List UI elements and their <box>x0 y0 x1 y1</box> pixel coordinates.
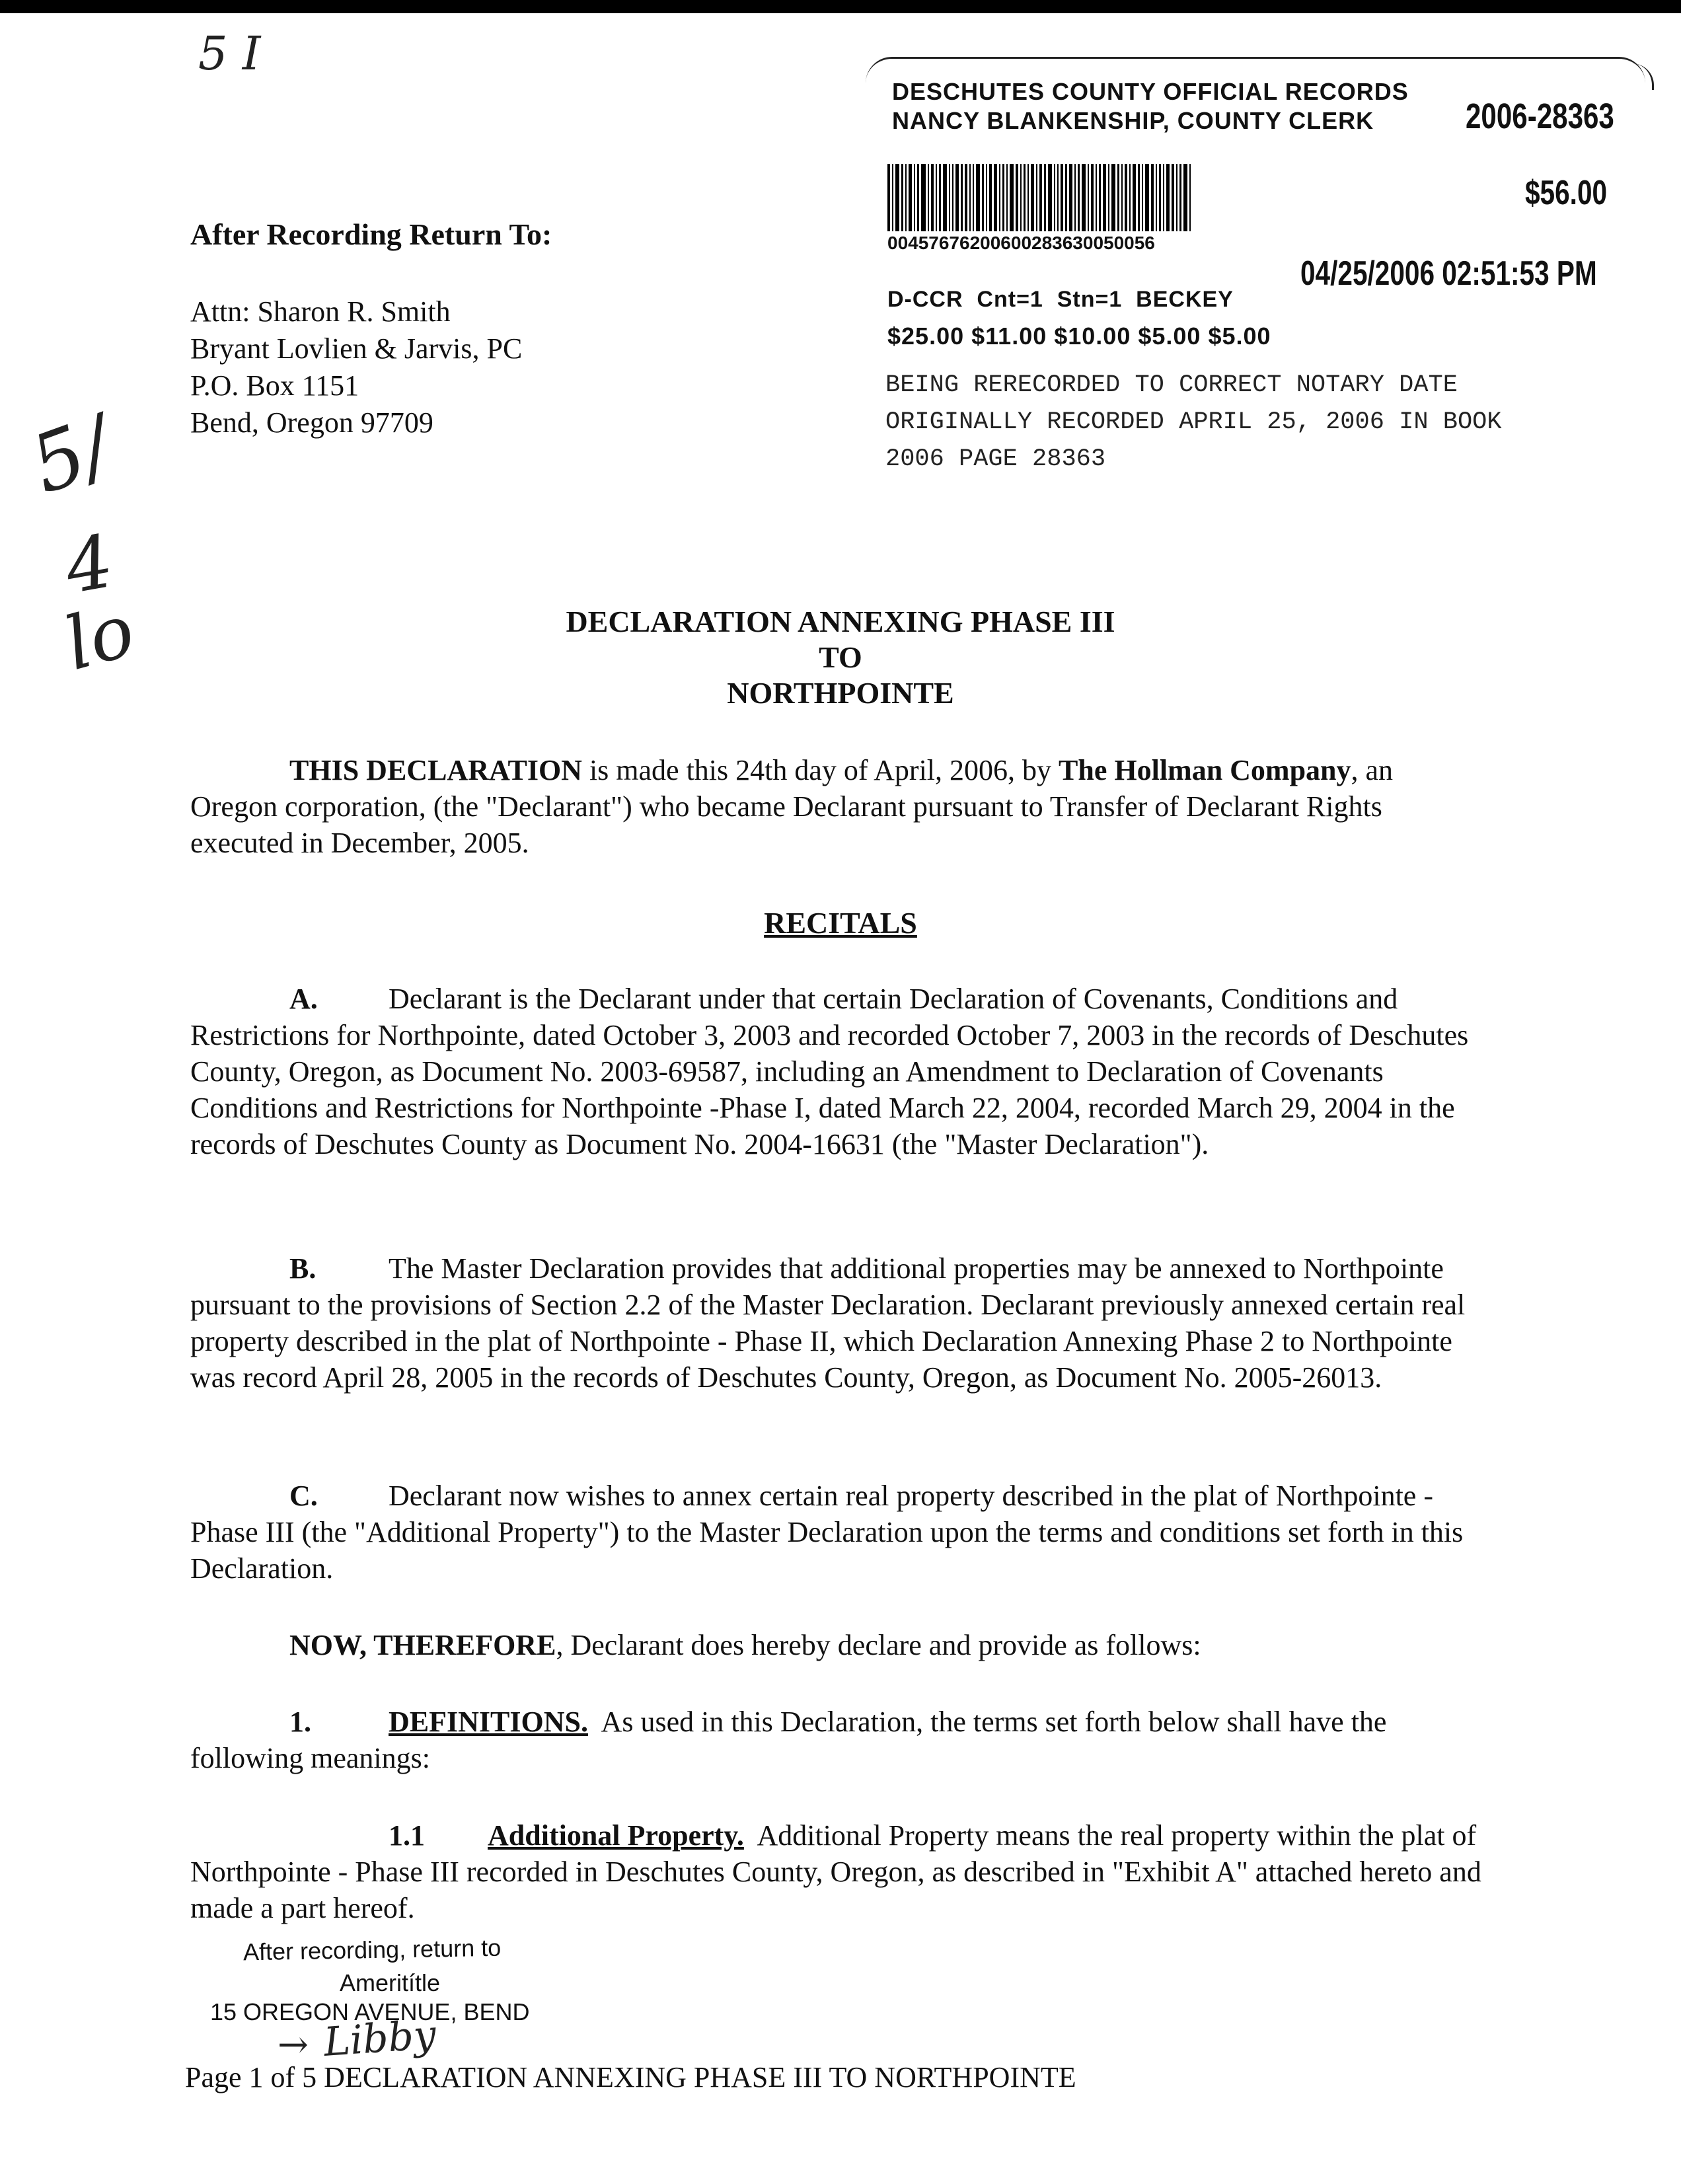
barcode-bar <box>1111 164 1115 231</box>
barcode-bar <box>892 164 893 231</box>
intro-lead: THIS DECLARATION <box>289 754 582 786</box>
document-title-line-3: NORTHPOINTE <box>727 676 954 710</box>
handwritten-name: Libby <box>322 2012 437 2066</box>
barcode-bar <box>952 164 953 231</box>
intro-company: The Hollman Company <box>1059 754 1351 786</box>
barcode-bar <box>1103 164 1106 231</box>
barcode-bar <box>1138 164 1140 231</box>
section-1-text: As used in this Declaration, the terms set forth below shall have the following meanings: <box>190 1706 1394 1774</box>
barcode-bar <box>931 164 934 231</box>
barcode-bar <box>1057 164 1059 231</box>
barcode-bar <box>939 164 941 231</box>
barcode-bar <box>955 164 959 231</box>
barcode-bar <box>1036 164 1037 231</box>
return-stamp-line-3: 15 OREGON AVENUE, BEND <box>210 1998 530 2025</box>
scan-edge-bar <box>0 0 1681 13</box>
barcode-bar <box>986 164 987 231</box>
handwritten-margin-note-1: 5/ <box>19 399 124 512</box>
barcode-bar <box>1048 164 1052 231</box>
barcode-bar <box>1166 164 1170 231</box>
handwritten-margin-note-2: 4 <box>59 518 120 611</box>
barcode-bar <box>1006 164 1008 231</box>
barcode-bar <box>1024 164 1026 231</box>
barcode-bar <box>1039 164 1042 231</box>
barcode-bar <box>1069 164 1072 231</box>
barcode-bar <box>1078 164 1080 231</box>
recital-text: The Master Declaration provides that additional properties may be annexed to Northpointe pursuant to the provisions of Section 2.2 of the Master Declaration. Declarant previously annexed certain real property described in the plat of Northpointe - Phase II, which Declaration Annexing Phase 2 to Northpointe was record April 28, 2005 in the records of Deschutes County, Oregon, as Document No. 2005-26013. <box>190 1252 1466 1394</box>
stamp-codes: D-CCR Cnt=1 Stn=1 BECKEY <box>887 287 1234 312</box>
barcode-bar <box>1082 164 1086 231</box>
recital-label: C. <box>289 1480 318 1512</box>
intro-paragraph <box>190 752 1485 861</box>
barcode-bar <box>1145 164 1149 231</box>
barcode-bar <box>961 164 963 231</box>
barcode-bar <box>1108 164 1109 231</box>
barcode-bar <box>1142 164 1143 231</box>
stamp-clerk: NANCY BLANKENSHIP, COUNTY CLERK <box>892 107 1374 134</box>
barcode-digits: 00457676200600283630050056 <box>887 233 1155 253</box>
barcode-bar <box>1189 164 1191 231</box>
barcode-bar <box>1091 164 1094 231</box>
barcode-bar <box>969 164 971 231</box>
barcode-bar <box>1061 164 1063 231</box>
return-stamp-line-1: After recording, return to <box>243 1934 502 1966</box>
barcode-bar <box>1176 164 1177 231</box>
barcode-bar <box>917 164 919 231</box>
barcode-bar <box>921 164 926 231</box>
barcode-bar <box>887 164 890 231</box>
return-stamp-line-2: Ameritítle <box>340 1969 441 1996</box>
section-1-heading: DEFINITIONS. <box>389 1706 588 1738</box>
return-address-line: P.O. Box 1151 <box>190 369 359 402</box>
barcode-bar <box>1125 164 1127 231</box>
barcode-bar <box>914 164 915 231</box>
section-1-paragraph <box>190 1704 1485 1776</box>
return-address-heading: After Recording Return To: <box>190 217 552 251</box>
recital-c <box>190 1478 1485 1587</box>
barcode-bar <box>1179 164 1181 231</box>
now-therefore-lead: NOW, THEREFORE <box>289 1629 556 1661</box>
barcode-bar <box>1096 164 1097 231</box>
section-1-1-heading: Additional Property. <box>488 1819 744 1852</box>
barcode-bar <box>989 164 992 231</box>
barcode-bar <box>936 164 937 231</box>
intro-text-2: , an Oregon corporation, (the "Declarant") who became Declarant pursuant to Transfer of Declarant Rights executed in December, 2005. <box>190 754 1394 859</box>
document-title-line-1: DECLARATION ANNEXING PHASE III <box>566 605 1115 638</box>
barcode-bar <box>901 164 903 231</box>
section-1-1-number: 1.1 <box>389 1819 425 1852</box>
stamp-fees: $25.00 $11.00 $10.00 $5.00 $5.00 <box>887 322 1271 350</box>
intro-text-1: is made this 24th day of April, 2006, by <box>581 754 1059 786</box>
rerecord-note-line: BEING RERECORDED TO CORRECT NOTARY DATE <box>885 371 1458 399</box>
barcode-bar <box>1129 164 1131 231</box>
barcode-bar <box>1020 164 1022 231</box>
barcode-bar <box>1031 164 1034 231</box>
recital-label: B. <box>289 1252 317 1285</box>
handwritten-top-mark: 5 I <box>198 26 261 81</box>
barcode-bar <box>1159 164 1161 231</box>
section-1-1-text: Additional Property means the real property within the plat of Northpointe - Phase III recorded in Deschutes County, Oregon, as described in "Exhibit A" attached hereto and made a part hereof. <box>190 1819 1489 1924</box>
barcode-bar <box>999 164 1000 231</box>
stamp-document-number: 2006-28363 <box>1466 96 1614 136</box>
return-address-line: Attn: Sharon R. Smith <box>190 295 451 328</box>
recitals-heading: RECITALS <box>764 906 917 940</box>
barcode-bar <box>1172 164 1174 231</box>
barcode-bar <box>1002 164 1004 231</box>
barcode-bar <box>905 164 907 231</box>
barcode-bar <box>895 164 899 231</box>
barcode-bar <box>1010 164 1014 231</box>
stamp-border-arc-end <box>1632 63 1654 90</box>
handwritten-margin-note-3: lo <box>56 587 143 687</box>
barcode-bar <box>1088 164 1089 231</box>
barcode-bar <box>928 164 929 231</box>
recital-b <box>190 1250 1485 1396</box>
barcode-bar <box>973 164 974 231</box>
barcode-bar <box>1117 164 1119 231</box>
barcode-bar <box>1183 164 1187 231</box>
stamp-fee-total: $56.00 <box>1525 174 1608 212</box>
barcode-bar <box>909 164 912 231</box>
recital-label: A. <box>289 983 318 1015</box>
return-address-line: Bend, Oregon 97709 <box>190 406 433 439</box>
now-therefore-text: , Declarant does hereby declare and provide as follows: <box>556 1629 1201 1661</box>
section-1-number: 1. <box>289 1706 311 1738</box>
barcode-bar <box>943 164 947 231</box>
rerecord-note-line: 2006 PAGE 28363 <box>885 445 1106 473</box>
barcode-bar <box>982 164 984 231</box>
page-footer: Page 1 of 5 DECLARATION ANNEXING PHASE III TO NORTHPOINTE <box>185 2061 1076 2093</box>
barcode-bar <box>1027 164 1029 231</box>
rerecord-note-line: ORIGINALLY RECORDED APRIL 25, 2006 IN BOOK <box>885 408 1502 436</box>
barcode-bar <box>1156 164 1157 231</box>
barcode-bar <box>1133 164 1136 231</box>
barcode-bar <box>976 164 980 231</box>
section-1-1-paragraph <box>190 1817 1489 1926</box>
barcode-bar <box>1054 164 1055 231</box>
barcode-bar <box>994 164 997 231</box>
barcode-bar <box>1044 164 1046 231</box>
document-title-line-2: TO <box>819 640 862 674</box>
barcode-bar <box>1121 164 1123 231</box>
barcode-bar <box>965 164 967 231</box>
stamp-office: DESCHUTES COUNTY OFFICIAL RECORDS <box>892 78 1409 105</box>
barcode-bar <box>949 164 950 231</box>
return-address-line: Bryant Lovlien & Jarvis, PC <box>190 332 523 365</box>
recital-a <box>190 981 1485 1162</box>
barcode-bar <box>1099 164 1101 231</box>
barcode-bar <box>1074 164 1076 231</box>
recital-text: Declarant is the Declarant under that certain Declaration of Covenants, Conditions and Restrictions for Northpointe, dated October 3, 2003 and recorded October 7, 2003 in the records of Deschutes County, Oregon, as Document No. 2003-69587, including an Amendment to Declaration of Covenants Conditions and Restrictions for Northpointe -Phase I, dated March 22, 2004, recorded March 29, 2004 in the records of Deschutes County as Document No. 2004-16631 (the "Master Declaration"). <box>190 983 1469 1160</box>
recital-text: Declarant now wishes to annex certain real property described in the plat of Northpointe - Phase III (the "Additional Property") to the Master Declaration upon the terms and conditions set forth in this Declaration. <box>190 1480 1464 1585</box>
recording-barcode <box>887 164 1416 231</box>
barcode-bar <box>1016 164 1018 231</box>
barcode-bar <box>1151 164 1154 231</box>
handwritten-arrow: → <box>278 2023 309 2066</box>
stamp-datetime: 04/25/2006 02:51:53 PM <box>1300 254 1597 293</box>
barcode-bar <box>1065 164 1067 231</box>
barcode-bar <box>1163 164 1164 231</box>
now-therefore-paragraph <box>190 1627 1485 1663</box>
